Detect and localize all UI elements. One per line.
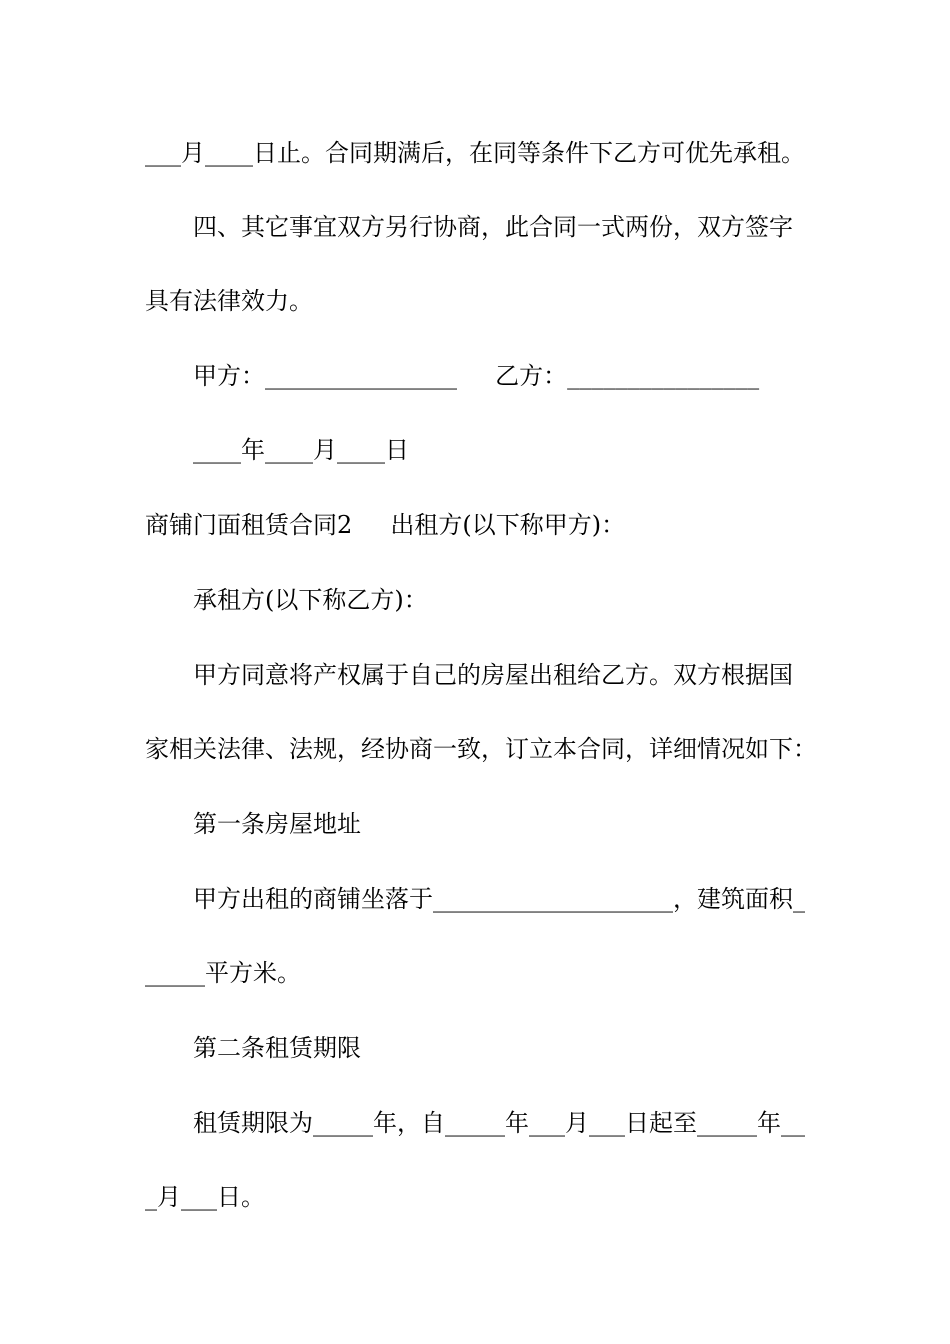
date-line: ____年____月____日 — [193, 436, 409, 464]
contract-title-line: 商铺门面租赁合同2 出租方(以下称甲方)： — [145, 511, 626, 539]
paragraph-line-3: 具有法律效力。 — [145, 287, 313, 315]
paragraph-line-9: 家相关法律、法规，经协商一致，订立本合同，详细情况如下： — [145, 735, 817, 763]
paragraph-line-2: 四、其它事宜双方另行协商，此合同一式两份，双方签字 — [193, 213, 793, 241]
article-1-heading: 第一条房屋地址 — [193, 810, 361, 838]
article-2-heading: 第二条租赁期限 — [193, 1034, 361, 1062]
signature-line: 甲方：________________ 乙方：________________ — [193, 362, 760, 390]
paragraph-line-1: ___月____日止。合同期满后，在同等条件下乙方可优先承租。 — [145, 139, 805, 167]
paragraph-line-8: 甲方同意将产权属于自己的房屋出租给乙方。双方根据国 — [193, 661, 793, 689]
tenant-line: 承租方(以下称乙方)： — [193, 586, 428, 614]
paragraph-line-14: 租赁期限为_____年，自_____年___月___日起至_____年__ — [193, 1109, 805, 1137]
paragraph-line-12: _____平方米。 — [145, 959, 301, 987]
paragraph-line-15: _月___日。 — [145, 1183, 265, 1211]
paragraph-line-11: 甲方出租的商铺坐落于____________________，建筑面积_ — [193, 885, 805, 913]
